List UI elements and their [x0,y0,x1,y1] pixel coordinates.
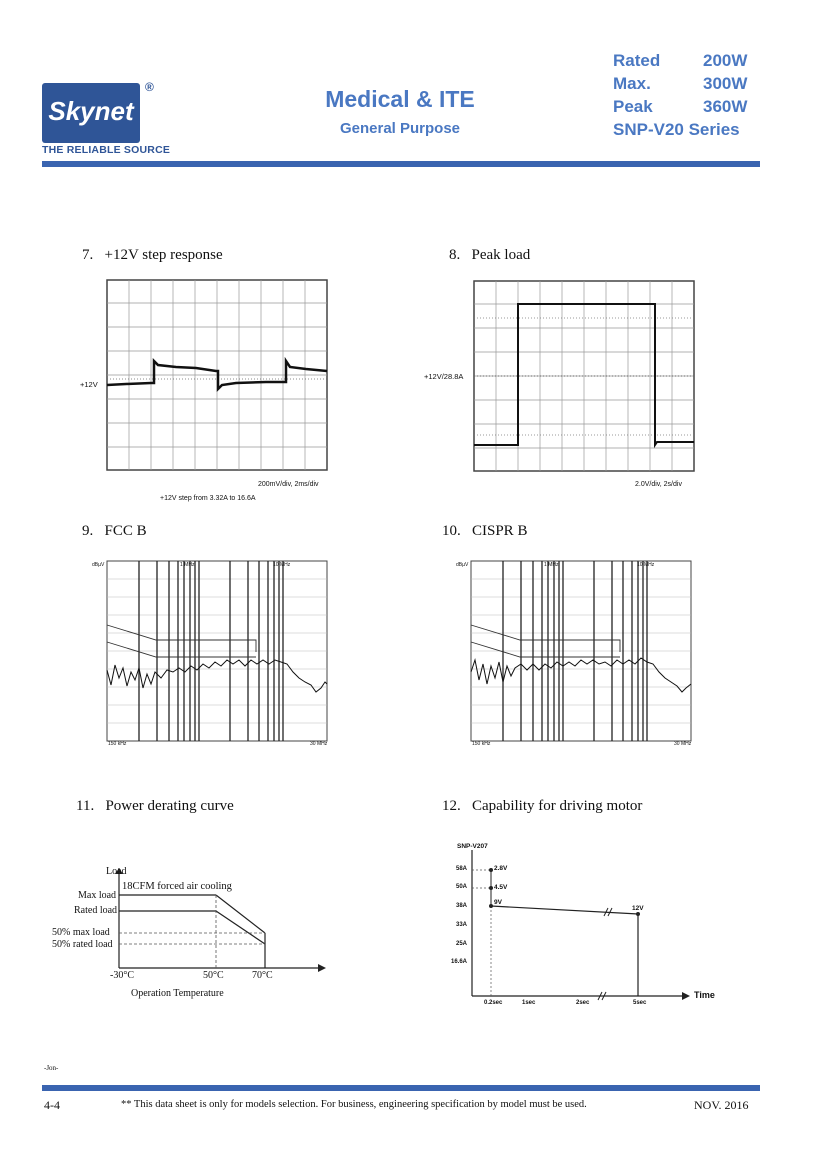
motor-y-tick: 50A [456,884,468,890]
motor-point-label: 2.8V [494,865,508,872]
caption-s12 [442,798,642,815]
emi-plot-cispr [470,560,692,742]
logo-text: Skynet [48,96,134,126]
caption-title: Power derating curve [105,798,234,814]
series-name: SNP-V20 Series [613,120,740,139]
motor-point-label: 12V [632,905,644,912]
motor-x-axis-label: Time [694,990,715,1000]
rating-value-rated: 200W [703,51,748,70]
emi-start-freq: 150 kHz [108,741,127,747]
motor-x-tick: 5sec [633,1000,647,1006]
motor-x-tick: 1sec [522,1000,536,1006]
derating-tick-50: 50°C [203,970,224,981]
rating-value-max: 300W [703,74,748,93]
scope-peak-load [473,280,695,472]
motor-y-tick: 33A [456,922,468,928]
motor-point-label: 9V [494,899,502,906]
caption-number: 9. [82,523,94,539]
registered-mark: ® [145,80,154,94]
scope-note-s7: +12V step from 3.32A to 16.6A [160,495,256,502]
caption-title: Peak load [471,247,531,263]
derating-tick-70: 70°C [252,970,273,981]
rating-label-max: Max. [613,74,651,93]
derating-level-50max: 50% max load [52,927,110,938]
scope-scale-s7: 200mV/div, 2ms/div [258,481,319,488]
emi-freq-10mhz: 10 MHz [273,562,291,568]
caption-number: 7. [82,247,94,263]
footer-mark: -Jon- [44,1064,59,1072]
motor-y-tick: 25A [456,941,468,947]
derating-cooling-note: 18CFM forced air cooling [122,881,232,892]
motor-capability-plot [470,850,696,1006]
derating-tick-minus30: -30°C [110,970,135,981]
emi-stop-freq: 30 MHz [310,741,328,747]
caption-s11 [76,798,234,815]
caption-title: FCC B [104,523,147,539]
motor-point-label: 4.5V [494,884,508,891]
motor-x-tick: 2sec [576,1000,590,1006]
caption-number: 12. [442,798,461,814]
caption-title: CISPR B [472,523,528,539]
derating-x-axis-label: Operation Temperature [131,988,224,999]
scope-scale-s8: 2.0V/div, 2s/div [635,481,682,488]
page-number: 4-4 [44,1098,60,1112]
level-label-s7: +12V [80,380,98,389]
emi-unit-label: dBµV [92,562,105,568]
emi-stop-freq: 30 MHz [674,741,692,747]
derating-y-axis-label: Load [106,866,127,877]
motor-y-tick: 58A [456,866,468,872]
caption-s8 [449,247,530,264]
emi-freq-1mhz: 1 MHz [180,562,195,568]
tagline: THE RELIABLE SOURCE [42,144,171,156]
level-label-s8: +12V/28.8A [424,372,464,381]
caption-s7 [82,247,223,264]
page-title: Medical & ITE [325,86,475,112]
caption-number: 11. [76,798,95,814]
emi-freq-1mhz: 1 MHz [544,562,559,568]
motor-x-tick: 0.2sec [484,1000,503,1006]
rating-label-peak: Peak [613,97,653,116]
derating-level-max: Max load [78,890,117,901]
motor-y-tick: 38A [456,903,468,909]
header-rule [42,161,760,167]
caption-number: 8. [449,247,461,263]
caption-s9 [82,523,147,540]
caption-title: +12V step response [104,247,223,263]
emi-plot-fcc [106,560,328,742]
page-subtitle: General Purpose [339,120,461,137]
rating-label-rated: Rated [613,51,661,70]
scope-step-response [106,279,328,471]
motor-y-tick: 16.6A [451,959,468,965]
caption-s10 [442,523,527,540]
footer-rule [42,1085,760,1091]
emi-freq-10mhz: 10 MHz [637,562,655,568]
emi-start-freq: 150 kHz [472,741,491,747]
derating-level-rated: Rated load [74,905,118,916]
caption-number: 10. [442,523,461,539]
caption-title: Capability for driving motor [472,798,643,814]
motor-model-label: SNP-V207 [457,843,488,850]
rating-value-peak: 360W [703,97,748,116]
emi-unit-label: dBµV [456,562,469,568]
footer-date: NOV. 2016 [694,1098,749,1112]
footer-disclaimer: ** This data sheet is only for models selection. For business, engineering specification by model must be used. [121,1099,587,1110]
derating-level-50rated: 50% rated load [52,939,113,950]
